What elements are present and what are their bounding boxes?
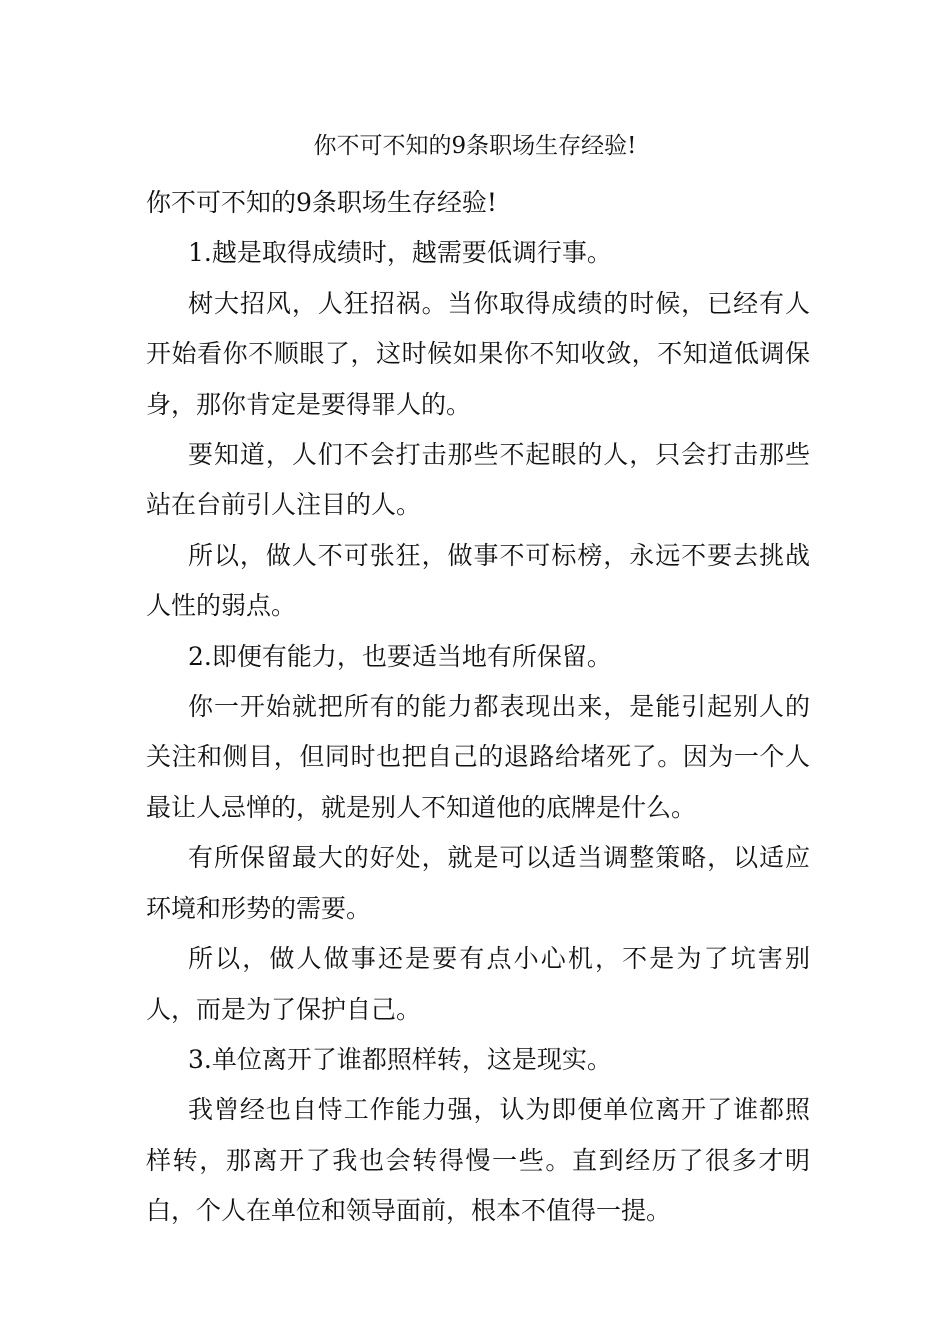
- paragraph: 所以，做人不可张狂，做事不可标榜，永远不要去挑战人性的弱点。: [146, 540, 810, 621]
- paragraph: 树大招风，人狂招祸。当你取得成绩的时候，已经有人开始看你不顺眼了，这时候如果你不知收敛，不知道低调保身，那你肯定是要得罪人的。: [146, 288, 810, 419]
- paragraph: 有所保留最大的好处，就是可以适当调整策略，以适应环境和形势的需要。: [146, 843, 810, 923]
- section-heading-2: 2.即便有能力，也要适当地有所保留。: [188, 641, 612, 671]
- section-heading-1: 1.越是取得成绩时，越需要低调行事。: [188, 238, 612, 268]
- paragraph-heading-repeat: 你不可不知的9条职场生存经验!: [146, 188, 497, 217]
- document-title: 你不可不知的9条职场生存经验!: [313, 133, 637, 159]
- section-heading-3: 3.单位离开了谁都照样转，这是现实。: [188, 1044, 612, 1074]
- paragraph: 所以，做人做事还是要有点小心机，不是为了坑害别人，而是为了保护自己。: [146, 944, 810, 1024]
- paragraph: 要知道，人们不会打击那些不起眼的人，只会打击那些站在台前引人注目的人。: [146, 440, 810, 520]
- paragraph: 你一开始就把所有的能力都表现出来，是能引起别人的关注和侧目，但同时也把自己的退路给堵死了。因为一个人最让人忌惮的，就是别人不知道他的底牌是什么。: [146, 692, 810, 822]
- document-body: [146, 178, 810, 1237]
- paragraph: 我曾经也自恃工作能力强，认为即便单位离开了谁都照样转，那离开了我也会转得慢一些。直到经历了很多才明白，个人在单位和领导面前，根本不值得一提。: [146, 1095, 810, 1226]
